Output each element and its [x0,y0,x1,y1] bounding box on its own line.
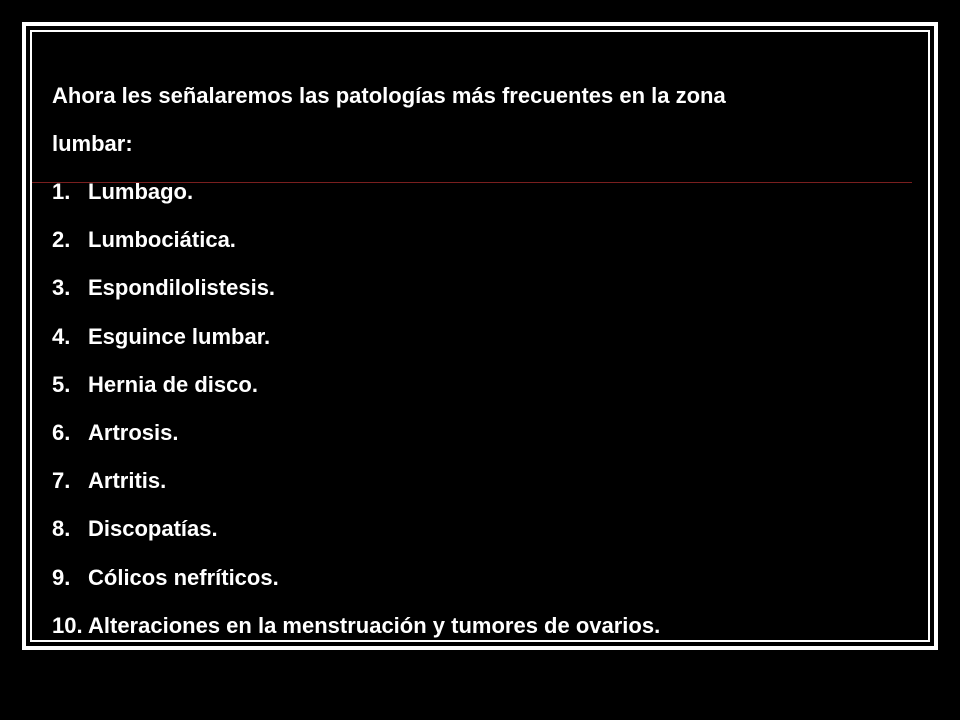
list-item-number: 4. [52,323,71,349]
list-item-label: Hernia de disco. [88,371,258,397]
list-item-number: 9. [52,564,71,590]
list-item-number: 3. [52,275,71,301]
slide-body [52,72,912,650]
list-item [52,505,912,553]
intro-line-2: lumbar: [52,131,133,156]
list-item-number: 10. [52,612,83,638]
list-item-number: 5. [52,371,71,397]
list-item-label: Artrosis. [88,419,179,445]
list-item-label: Espondilolistesis. [88,275,276,301]
list-item-label: Alteraciones en la menstruación y tumores de ovarios. [88,612,661,638]
list-item-number: 1. [52,179,71,204]
list-item-label: Artritis. [88,468,167,494]
list-item-label: Esguince lumbar. [88,323,271,349]
list-item [52,168,912,216]
intro-line-1: Ahora les señalaremos las patologías más frecuentes en la zona [52,83,726,108]
list-item-number: 6. [52,419,71,445]
list-item [52,409,912,457]
list-item [52,216,912,264]
list-item-label: Cólicos nefríticos. [88,564,279,590]
list-item-number: 8. [52,516,71,542]
list-item [52,361,912,409]
intro-text [52,72,912,168]
list-item-number: 7. [52,468,71,494]
list-item [52,554,912,602]
list-item [52,264,912,312]
list-item [52,313,912,361]
list-item-label: Lumbociática. [88,227,236,253]
list-item-label: Lumbago. [88,179,194,204]
list-item-number: 2. [52,227,71,253]
list-item [52,602,912,650]
pathology-list [52,168,912,650]
list-item-label: Discopatías. [88,516,218,542]
list-item [52,457,912,505]
